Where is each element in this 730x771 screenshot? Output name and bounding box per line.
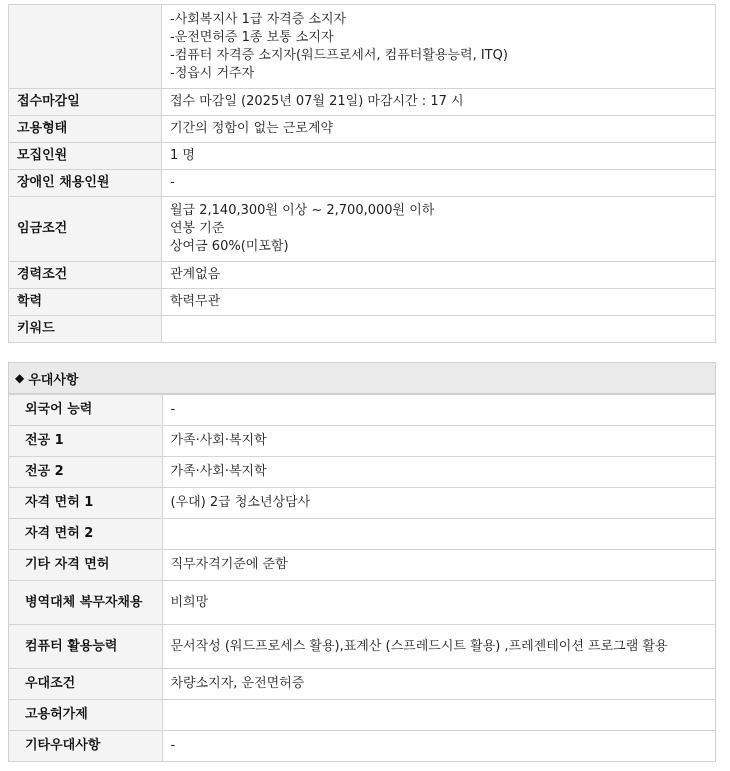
wage-line: 월급 2,140,300원 이상 ~ 2,700,000원 이하 [170, 203, 435, 218]
table-row [9, 262, 716, 289]
qualification-line: -컴퓨터 자격증 소지자(워드프로세서, 컴퓨터활용능력, ITQ) [170, 47, 508, 63]
table-row [9, 457, 715, 488]
row-label: 기타우대사항 [9, 731, 162, 762]
table-row [9, 426, 715, 457]
wage-line: 상여금 60%(미포함) [170, 239, 289, 254]
row-value: 차량소지자, 운전면허증 [162, 669, 715, 700]
row-value: 직무자격기준에 준함 [162, 550, 715, 581]
wage-value-cell [162, 197, 716, 262]
table-row [9, 143, 716, 170]
row-value: 기간의 정함이 없는 근로계약 [162, 116, 716, 143]
preference-section [8, 362, 716, 762]
table-row [9, 669, 715, 700]
qualification-line: -운전면허증 1종 보통 소지자 [170, 29, 334, 45]
row-value: 관계없음 [162, 262, 716, 289]
table-row [9, 731, 715, 762]
row-label: 외국어 능력 [9, 395, 162, 426]
row-label: 기타 자격 면허 [9, 550, 162, 581]
qualification-line: -사회복지사 1급 자격증 소지자 [170, 11, 347, 27]
row-value: (우대) 2급 청소년상담사 [162, 488, 715, 519]
row-value: - [162, 170, 716, 197]
row-value [162, 519, 715, 550]
row-label: 경력조건 [9, 262, 162, 289]
table-row [9, 700, 715, 731]
row-label: 병역대체 복무자채용 [9, 581, 162, 625]
row-label: 컴퓨터 활용능력 [9, 625, 162, 669]
row-label: 키워드 [9, 316, 162, 343]
qualification-label-cell [9, 5, 162, 89]
table-row [9, 316, 716, 343]
preference-table [9, 394, 715, 762]
row-label: 자격 면허 2 [9, 519, 162, 550]
row-label: 전공 2 [9, 457, 162, 488]
row-value [162, 700, 715, 731]
row-label: 고용형태 [9, 116, 162, 143]
table-row [9, 550, 715, 581]
preference-header [9, 363, 715, 394]
table-row [9, 289, 716, 316]
row-label: 임금조건 [9, 197, 162, 262]
table-row [9, 89, 716, 116]
table-row [9, 488, 715, 519]
diamond-bullet-icon: ◆ [15, 371, 25, 385]
row-label: 우대조건 [9, 669, 162, 700]
table-row [9, 395, 715, 426]
table-row [9, 116, 716, 143]
qualification-line: -정읍시 거주자 [170, 65, 255, 81]
row-value: 비희망 [162, 581, 715, 625]
row-value: 접수 마감일 (2025년 07월 21일) 마감시간 : 17 시 [162, 89, 716, 116]
table-row [9, 581, 715, 625]
row-label: 전공 1 [9, 426, 162, 457]
section-title: 우대사항 [28, 372, 79, 388]
qualification-row [9, 5, 716, 89]
table-row [9, 170, 716, 197]
table-row [9, 197, 716, 262]
row-value: 학력무관 [162, 289, 716, 316]
row-label: 접수마감일 [9, 89, 162, 116]
job-condition-table [8, 4, 716, 343]
row-value: - [162, 395, 715, 426]
row-label: 장애인 채용인원 [9, 170, 162, 197]
qualification-value-cell [162, 5, 716, 89]
table-row [9, 625, 715, 669]
row-value: - [162, 731, 715, 762]
wage-line: 연봉 기준 [170, 221, 225, 236]
row-value: 가족·사회·복지학 [162, 426, 715, 457]
row-label: 자격 면허 1 [9, 488, 162, 519]
row-value: 문서작성 (워드프로세스 활용),표계산 (스프레드시트 활용) ,프레젠테이션 프로그램 활용 [162, 625, 715, 669]
row-label: 학력 [9, 289, 162, 316]
row-label: 고용허가제 [9, 700, 162, 731]
row-value: 1 명 [162, 143, 716, 170]
row-value: 가족·사회·복지학 [162, 457, 715, 488]
row-label: 모집인원 [9, 143, 162, 170]
row-value [162, 316, 716, 343]
table-row [9, 519, 715, 550]
